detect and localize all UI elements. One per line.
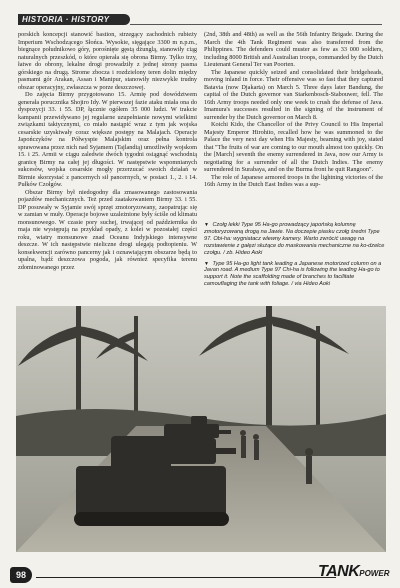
caption-marker-icon: ▼	[204, 260, 209, 267]
photo-illustration	[16, 306, 386, 552]
caption-english	[204, 261, 386, 289]
english-paragraph-3: Koichi Kido, the Chancellor of the Privy Council to His Imperial Majesty Emperor Hirohito, recalled how he was summoned to the Palace the very next day when His Majesty, beaming with joy, stated that "The fruits of war are coming to our mouth almost too quickly. On the [March] seventh the enemy surrendered in Java, now our Army is negotiating for a surrender of all the Dutch Indies. The enemy surrendered in Surabaya, and on the Burma front he quit Rangoon".	[204, 121, 383, 173]
caption-polish-credit: / zb. Hideo Aoki	[223, 249, 263, 256]
caption-polish	[204, 222, 386, 257]
polish-paragraph-3: Obszar Birmy był niedogodny dla zmasowanego zastosowania pojazdów mechanicznych. Też przed zaatakowaniem Birmy 33. i 55. DP posuwały w Syjamie swój sprzęt zmotoryzowany, zaopatrując się w zamian w muły. Operacje bojowe uzależnione były ściśle od klimatu monsunowego. W czasie pory suchej, trwającej od października do maja nie występują na przykład opady, z kolei w pozostałej części roku, wiatry monsunowe znad Oceanu Indyjskiego intensywne deszcze. W ich następstwie nieliczne drogi ulegają podtopieniu. W konsekwencji zarówno pancerny jak i oznawiającym obszarze będą to upalna, bądź deszczowa pogoda, jak również specyfika terenu zdominowanego przez	[18, 188, 197, 271]
logo-power-word: POWER	[359, 569, 390, 578]
tank-column-photo	[16, 306, 386, 552]
caption-marker-icon: ▼	[204, 222, 209, 228]
magazine-logo	[318, 563, 394, 585]
caption-english-text: Type 95 Ha-go light tank leading a Japanese motorized column on a Javan road. A medium Type 97 Chi-ha is following the leading Ha-go to support it. Note the scaffolding made of branches to facilitate camouflaging the tank with foliage.	[204, 260, 382, 288]
caption-english-credit: / via Hideo Aoki	[291, 281, 331, 288]
polish-paragraph-2: Do zajęcia Birmy przygotowano 15. Armię pod dowództwem generała porucznika Shojiro Idy. W pierwszej fazie ataku miała ona do dyspozycji 33. i 55. DP, łącznie ogółem 35 000 ludzi. W trakcie kampanii przewidywano jej regularne uzupełnianie nowymi wielkimi związkami taktycznymi, co miało nastąpić wraz z tym jak wojska cesarskie uzyskiwały coraz większe postępy na Malajach. Operacje Japończyków na Półwyspie Malajskim oraz pełna kontrola sprawowana przez nich nad Syjamem (Tajlandią) umożliwiły wojskom 15. i 25. Armii w ciągu zaledwie dwóch tygodni osiągnąć wschodnią granicę Birmy na całej jej długości. W następstwie wspomnianych sukcesów, wojska cesarskie mogły przerzucać swoich działań w Birmie skorzystać z pancernych sił pancernych, w postaci 1., 2. i 14. Pułków Czołgów.	[18, 91, 197, 188]
polish-paragraph-1: porskich koncepcji stanowić bastion, strzegący zachodnich rubieży Imperium Wschodzącego Słońca. Wysokie, sięgające 3300 m n.p.m., biegnące południkowo góry, porośnięte gęstą dżunglą, stanowiły ciąg naturalnych przeszkód, o które opierała się obrona Birmy. Tylko trzy, łatwe do obrony, lekalne drogi prowadziły z jednej strony pasma górskiego na drugą. Strome zbocza i rozdzielony teren dolin między pasmami gór Arakan, Assan i Manipur, stanowiły niezwykle trudny obszar operacyjny, zwłaszcza w porze deszczowej.	[18, 31, 197, 91]
english-paragraph-2: The Japanese quickly seized and consolidated their bridgeheads, moving inland in force. Their offensive was so fast that they captured Batavia (now Djakarta) on March 5. Three days later Bandung, the capital of the Dutch governor van Starkenbosch-Stabouwer, fell. The 16th Army troops needed only one week to crush the defense of Java. Imamura's successes resulted in the signing of the instrument of surrender by the Dutch governor on March 8.	[204, 68, 383, 121]
logo-tank-word: TANK	[318, 563, 360, 580]
english-paragraph-1: (2nd, 38th and 48th) as well as the 56th Infantry Brigade. During the March the 4th Tank Regiment was also transferred from the Philippines. The defenders could muster as few as 33 000 soldiers, including 8000 British and Australian troops, commanded by the Dutch Lieutenant General Ter van Poorten.	[204, 31, 383, 68]
english-text-column	[204, 31, 383, 218]
header-rule	[130, 24, 382, 25]
section-header-label: HISTORIA · HISTORY	[22, 15, 110, 24]
english-paragraph-4: The role of Japanese armored troops in the lightning victories of the 16th Army in the Dutch East Indies was a sup-	[204, 173, 383, 188]
page-number-badge: 98	[10, 567, 32, 583]
photo-captions	[204, 222, 386, 302]
caption-polish-text: Czołg lekki Type 95 Ha-go prowadzący japońską kolumnę zmotoryzowaną drogą na Jawie. Na doczepie piasku czołg średni Type 97. Obi-ha: wygniatacz wlewny kamery. Warto zwrócić uwagę na rozstawienie z gałęzi służące do maskowania mechaniczne na ko-dzelce czołgu.	[204, 222, 385, 256]
footer-rule	[36, 577, 336, 578]
polish-text-column	[18, 31, 197, 307]
